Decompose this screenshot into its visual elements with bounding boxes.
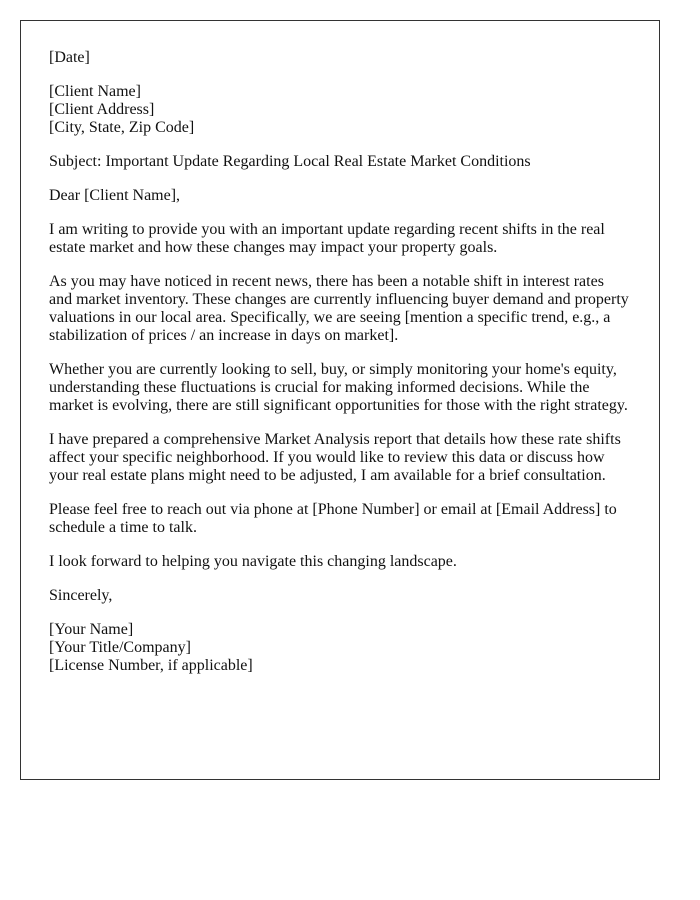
recipient-block [49,83,631,137]
signature-name: [Your Name] [49,621,134,638]
recipient-address: [Client Address] [49,101,155,118]
letter-date: [Date] [49,49,90,66]
letter-closing: Sincerely, [49,587,113,604]
letter-salutation: Dear [Client Name], [49,187,181,204]
signature-title-company: [Your Title/Company] [49,639,191,656]
signature-block [49,621,631,675]
recipient-name: [Client Name] [49,83,141,100]
body-paragraph-contact: Please feel free to reach out via phone at [Phone Number] or email at [Email Address] to schedule a time to talk. [49,501,617,536]
body-paragraph-market-analysis: I have prepared a comprehensive Market Analysis report that details how these rate shifts affect your specific neighborhood. If you would like to review this data or discuss how your real estate plans might need to be adjusted, I am available for a brief consultation. [49,431,621,484]
recipient-city-state-zip: [City, State, Zip Code] [49,119,195,136]
body-paragraph-closing-remark: I look forward to helping you navigate this changing landscape. [49,553,457,570]
body-paragraph-market-shift: As you may have noticed in recent news, there has been a notable shift in interest rates and market inventory. These changes are currently influencing buyer demand and property valuations in our local area. Specifically, we are seeing [mention a specific trend, e.g., a stabilization of prices / an increase in days on market]. [49,273,629,344]
letter-page [20,20,660,780]
body-paragraph-opportunities: Whether you are currently looking to sell, buy, or simply monitoring your home's equity, understanding these fluctuations is crucial for making informed decisions. While the market is evolving, there are still significant opportunities for those with the right strategy. [49,361,628,414]
letter-subject: Subject: Important Update Regarding Local Real Estate Market Conditions [49,153,531,170]
body-paragraph-intro: I am writing to provide you with an important update regarding recent shifts in the real estate market and how these changes may impact your property goals. [49,221,605,256]
signature-license: [License Number, if applicable] [49,657,253,674]
